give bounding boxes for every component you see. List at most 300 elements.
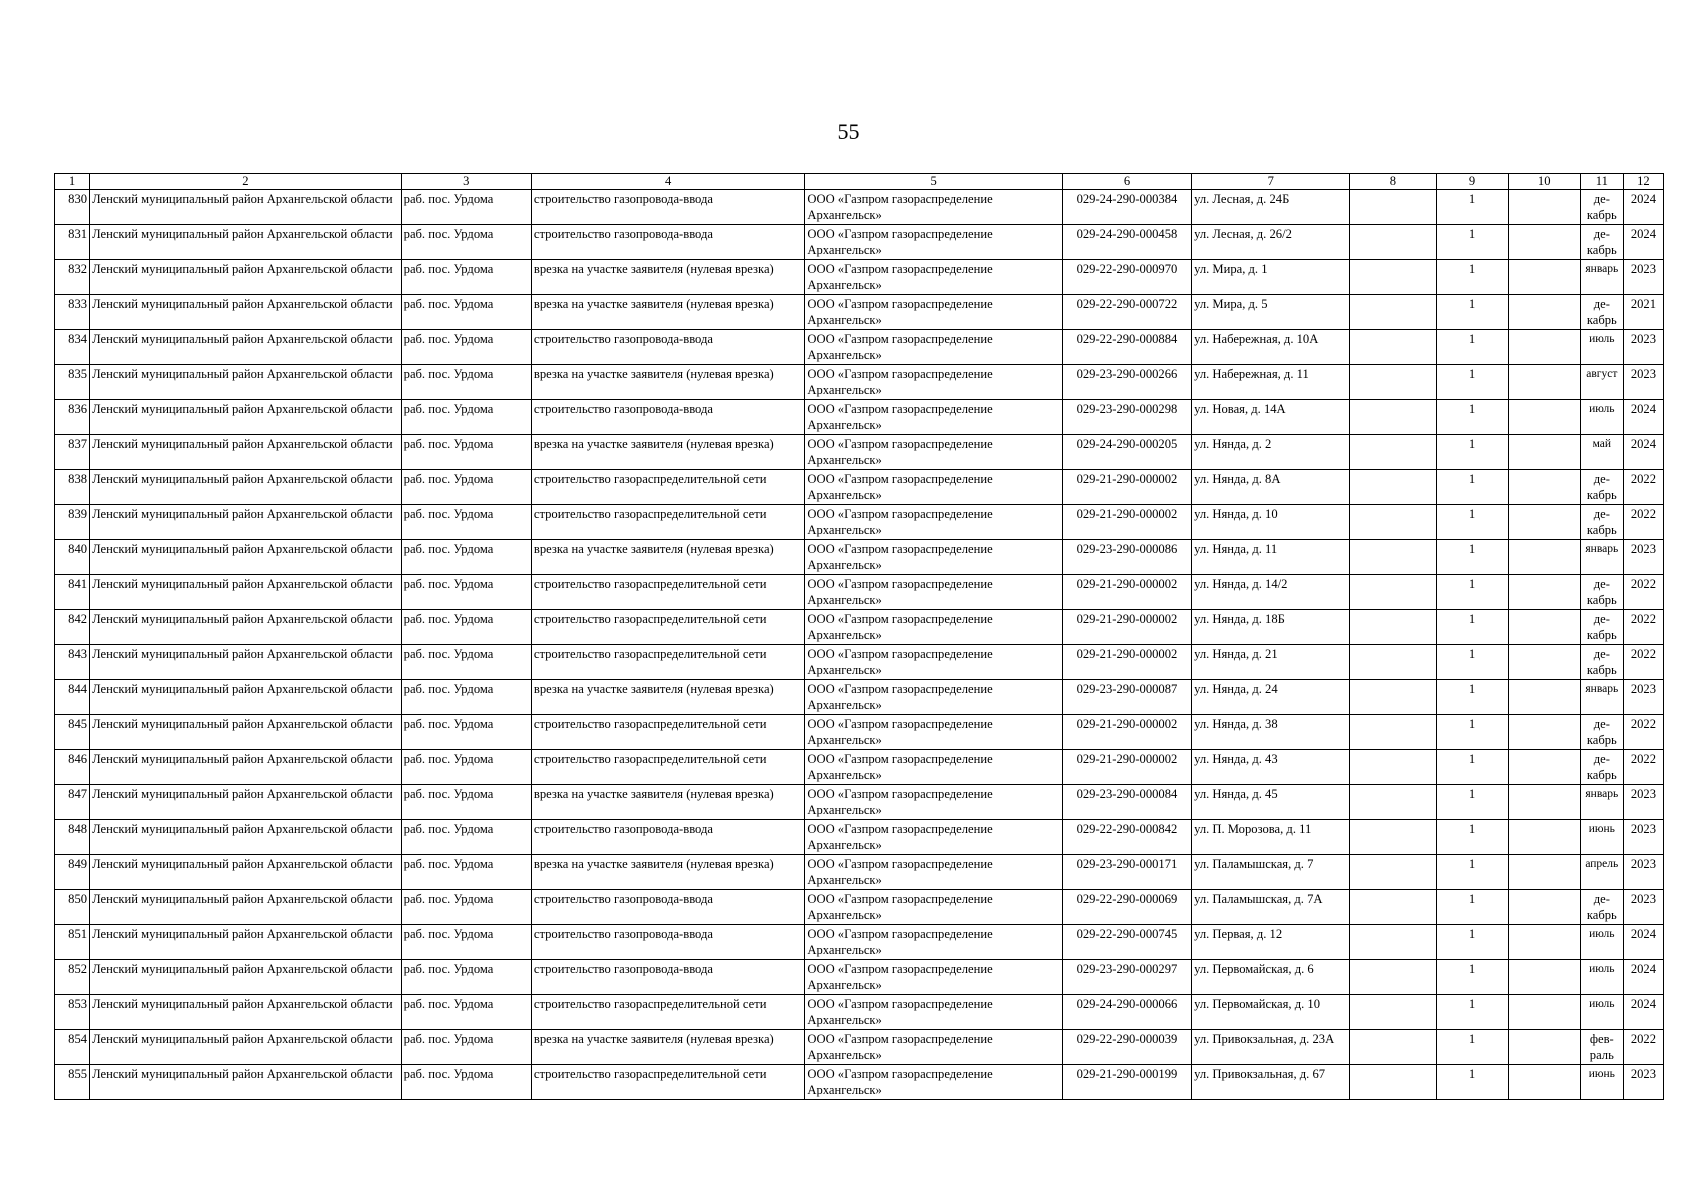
year-cell: 2024 [1623,190,1663,225]
district-cell: Ленский муниципальный район Архангельской области [90,225,402,260]
request-code-cell: 029-24-290-000384 [1062,190,1191,225]
page-number: 55 [837,119,860,144]
district-cell: Ленский муниципальный район Архангельской области [90,190,402,225]
row-number-cell: 848 [55,820,90,855]
column-10-cell [1508,995,1580,1030]
column-header-7: 7 [1192,174,1350,190]
work-type-cell: врезка на участке заявителя (нулевая врезка) [531,260,805,295]
work-type-cell: строительство газораспределительной сети [531,1065,805,1100]
work-type-cell: врезка на участке заявителя (нулевая врезка) [531,295,805,330]
organization-cell: ООО «Газпром газораспределение Архангельск» [805,225,1062,260]
column-10-cell [1508,680,1580,715]
district-cell: Ленский муниципальный район Архангельской области [90,645,402,680]
organization-cell: ООО «Газпром газораспределение Архангельск» [805,715,1062,750]
month-cell: де-кабрь [1580,890,1623,925]
address-cell: ул. Нянда, д. 11 [1192,540,1350,575]
row-number-cell: 834 [55,330,90,365]
work-type-cell: строительство газораспределительной сети [531,995,805,1030]
request-code-cell: 029-24-290-000066 [1062,995,1191,1030]
request-code-cell: 029-21-290-000002 [1062,610,1191,645]
address-cell: ул. П. Морозова, д. 11 [1192,820,1350,855]
month-cell: январь [1580,260,1623,295]
table-row [55,995,1664,1030]
column-8-cell [1350,995,1436,1030]
column-10-cell [1508,960,1580,995]
row-number-cell: 842 [55,610,90,645]
settlement-cell: раб. пос. Урдома [401,995,531,1030]
month-cell: январь [1580,540,1623,575]
address-cell: ул. Паламышская, д. 7 [1192,855,1350,890]
organization-cell: ООО «Газпром газораспределение Архангельск» [805,610,1062,645]
column-10-cell [1508,330,1580,365]
quantity-cell: 1 [1436,785,1508,820]
organization-cell: ООО «Газпром газораспределение Архангельск» [805,960,1062,995]
column-header-3: 3 [401,174,531,190]
row-number-cell: 838 [55,470,90,505]
table-row [55,785,1664,820]
year-cell: 2024 [1623,960,1663,995]
settlement-cell: раб. пос. Урдома [401,365,531,400]
address-cell: ул. Нянда, д. 18Б [1192,610,1350,645]
column-10-cell [1508,365,1580,400]
column-8-cell [1350,820,1436,855]
organization-cell: ООО «Газпром газораспределение Архангельск» [805,680,1062,715]
address-cell: ул. Мира, д. 5 [1192,295,1350,330]
year-cell: 2023 [1623,890,1663,925]
quantity-cell: 1 [1436,575,1508,610]
month-cell: июль [1580,330,1623,365]
address-cell: ул. Нянда, д. 8А [1192,470,1350,505]
quantity-cell: 1 [1436,260,1508,295]
quantity-cell: 1 [1436,680,1508,715]
month-cell: де-кабрь [1580,750,1623,785]
address-cell: ул. Набережная, д. 10А [1192,330,1350,365]
column-10-cell [1508,435,1580,470]
month-cell: де-кабрь [1580,190,1623,225]
request-code-cell: 029-22-290-000039 [1062,1030,1191,1065]
table-row [55,1030,1664,1065]
table-row [55,400,1664,435]
quantity-cell: 1 [1436,540,1508,575]
row-number-cell: 835 [55,365,90,400]
row-number-cell: 850 [55,890,90,925]
row-number-cell: 831 [55,225,90,260]
column-8-cell [1350,925,1436,960]
year-cell: 2022 [1623,750,1663,785]
quantity-cell: 1 [1436,645,1508,680]
district-cell: Ленский муниципальный район Архангельской области [90,925,402,960]
row-number-cell: 851 [55,925,90,960]
month-cell: август [1580,365,1623,400]
column-header-6: 6 [1062,174,1191,190]
work-type-cell: строительство газораспределительной сети [531,610,805,645]
year-cell: 2022 [1623,1030,1663,1065]
row-number-cell: 846 [55,750,90,785]
row-number-cell: 837 [55,435,90,470]
table-row [55,960,1664,995]
year-cell: 2024 [1623,435,1663,470]
quantity-cell: 1 [1436,855,1508,890]
column-8-cell [1350,715,1436,750]
district-cell: Ленский муниципальный район Архангельской области [90,820,402,855]
work-type-cell: строительство газораспределительной сети [531,505,805,540]
request-code-cell: 029-22-290-000722 [1062,295,1191,330]
year-cell: 2022 [1623,470,1663,505]
work-type-cell: врезка на участке заявителя (нулевая врезка) [531,365,805,400]
month-cell: апрель [1580,855,1623,890]
settlement-cell: раб. пос. Урдома [401,715,531,750]
month-cell: де-кабрь [1580,610,1623,645]
district-cell: Ленский муниципальный район Архангельской области [90,330,402,365]
settlement-cell: раб. пос. Урдома [401,855,531,890]
address-cell: ул. Привокзальная, д. 23А [1192,1030,1350,1065]
row-number-cell: 841 [55,575,90,610]
quantity-cell: 1 [1436,225,1508,260]
gasification-register-table [54,173,1664,1100]
quantity-cell: 1 [1436,435,1508,470]
work-type-cell: строительство газопровода-ввода [531,960,805,995]
quantity-cell: 1 [1436,190,1508,225]
month-cell: июль [1580,995,1623,1030]
column-8-cell [1350,750,1436,785]
organization-cell: ООО «Газпром газораспределение Архангельск» [805,400,1062,435]
quantity-cell: 1 [1436,820,1508,855]
settlement-cell: раб. пос. Урдома [401,890,531,925]
table-row [55,540,1664,575]
settlement-cell: раб. пос. Урдома [401,610,531,645]
table-row [55,330,1664,365]
month-cell: январь [1580,785,1623,820]
work-type-cell: строительство газопровода-ввода [531,330,805,365]
work-type-cell: строительство газопровода-ввода [531,925,805,960]
quantity-cell: 1 [1436,960,1508,995]
settlement-cell: раб. пос. Урдома [401,960,531,995]
column-10-cell [1508,260,1580,295]
address-cell: ул. Нянда, д. 38 [1192,715,1350,750]
settlement-cell: раб. пос. Урдома [401,190,531,225]
column-8-cell [1350,610,1436,645]
column-8-cell [1350,680,1436,715]
district-cell: Ленский муниципальный район Архангельской области [90,960,402,995]
quantity-cell: 1 [1436,750,1508,785]
column-8-cell [1350,540,1436,575]
settlement-cell: раб. пос. Урдома [401,435,531,470]
address-cell: ул. Первомайская, д. 6 [1192,960,1350,995]
district-cell: Ленский муниципальный район Архангельской области [90,435,402,470]
district-cell: Ленский муниципальный район Архангельской области [90,785,402,820]
settlement-cell: раб. пос. Урдома [401,645,531,680]
quantity-cell: 1 [1436,330,1508,365]
column-10-cell [1508,505,1580,540]
month-cell: июль [1580,960,1623,995]
request-code-cell: 029-21-290-000002 [1062,750,1191,785]
column-8-cell [1350,260,1436,295]
settlement-cell: раб. пос. Урдома [401,260,531,295]
request-code-cell: 029-22-290-000069 [1062,890,1191,925]
column-10-cell [1508,750,1580,785]
organization-cell: ООО «Газпром газораспределение Архангельск» [805,890,1062,925]
column-10-cell [1508,785,1580,820]
row-number-cell: 830 [55,190,90,225]
address-cell: ул. Нянда, д. 45 [1192,785,1350,820]
column-header-12: 12 [1623,174,1663,190]
request-code-cell: 029-24-290-000458 [1062,225,1191,260]
organization-cell: ООО «Газпром газораспределение Архангельск» [805,330,1062,365]
column-8-cell [1350,365,1436,400]
settlement-cell: раб. пос. Урдома [401,295,531,330]
organization-cell: ООО «Газпром газораспределение Архангельск» [805,365,1062,400]
organization-cell: ООО «Газпром газораспределение Архангельск» [805,435,1062,470]
organization-cell: ООО «Газпром газораспределение Архангельск» [805,750,1062,785]
request-code-cell: 029-23-290-000087 [1062,680,1191,715]
month-cell: июнь [1580,1065,1623,1100]
month-cell: де-кабрь [1580,575,1623,610]
month-cell: январь [1580,680,1623,715]
table-row [55,855,1664,890]
column-8-cell [1350,645,1436,680]
district-cell: Ленский муниципальный район Архангельской области [90,890,402,925]
work-type-cell: строительство газопровода-ввода [531,820,805,855]
column-8-cell [1350,435,1436,470]
request-code-cell: 029-24-290-000205 [1062,435,1191,470]
settlement-cell: раб. пос. Урдома [401,750,531,785]
request-code-cell: 029-22-290-000842 [1062,820,1191,855]
district-cell: Ленский муниципальный район Архангельской области [90,540,402,575]
column-10-cell [1508,715,1580,750]
year-cell: 2023 [1623,820,1663,855]
quantity-cell: 1 [1436,505,1508,540]
organization-cell: ООО «Газпром газораспределение Архангельск» [805,540,1062,575]
organization-cell: ООО «Газпром газораспределение Архангельск» [805,295,1062,330]
row-number-cell: 845 [55,715,90,750]
table-row [55,750,1664,785]
work-type-cell: строительство газораспределительной сети [531,715,805,750]
quantity-cell: 1 [1436,400,1508,435]
address-cell: ул. Паламышская, д. 7А [1192,890,1350,925]
year-cell: 2022 [1623,610,1663,645]
request-code-cell: 029-22-290-000970 [1062,260,1191,295]
work-type-cell: врезка на участке заявителя (нулевая врезка) [531,540,805,575]
year-cell: 2024 [1623,995,1663,1030]
quantity-cell: 1 [1436,715,1508,750]
table-row [55,1065,1664,1100]
address-cell: ул. Лесная, д. 26/2 [1192,225,1350,260]
address-cell: ул. Нянда, д. 14/2 [1192,575,1350,610]
quantity-cell: 1 [1436,1030,1508,1065]
column-10-cell [1508,400,1580,435]
address-cell: ул. Новая, д. 14А [1192,400,1350,435]
request-code-cell: 029-23-290-000297 [1062,960,1191,995]
request-code-cell: 029-21-290-000002 [1062,470,1191,505]
column-10-cell [1508,1065,1580,1100]
year-cell: 2023 [1623,785,1663,820]
year-cell: 2022 [1623,575,1663,610]
organization-cell: ООО «Газпром газораспределение Архангельск» [805,260,1062,295]
quantity-cell: 1 [1436,925,1508,960]
column-header-8: 8 [1350,174,1436,190]
row-number-cell: 839 [55,505,90,540]
quantity-cell: 1 [1436,1065,1508,1100]
district-cell: Ленский муниципальный район Архангельской области [90,260,402,295]
settlement-cell: раб. пос. Урдома [401,820,531,855]
row-number-cell: 854 [55,1030,90,1065]
district-cell: Ленский муниципальный район Архангельской области [90,750,402,785]
column-8-cell [1350,785,1436,820]
work-type-cell: строительство газораспределительной сети [531,575,805,610]
work-type-cell: врезка на участке заявителя (нулевая врезка) [531,435,805,470]
year-cell: 2023 [1623,855,1663,890]
month-cell: июль [1580,925,1623,960]
settlement-cell: раб. пос. Урдома [401,680,531,715]
quantity-cell: 1 [1436,995,1508,1030]
address-cell: ул. Нянда, д. 21 [1192,645,1350,680]
settlement-cell: раб. пос. Урдома [401,575,531,610]
table-row [55,820,1664,855]
work-type-cell: строительство газопровода-ввода [531,225,805,260]
settlement-cell: раб. пос. Урдома [401,1030,531,1065]
year-cell: 2024 [1623,225,1663,260]
district-cell: Ленский муниципальный район Архангельской области [90,575,402,610]
district-cell: Ленский муниципальный район Архангельской области [90,995,402,1030]
request-code-cell: 029-23-290-000086 [1062,540,1191,575]
year-cell: 2023 [1623,540,1663,575]
work-type-cell: строительство газораспределительной сети [531,645,805,680]
table-row [55,295,1664,330]
column-8-cell [1350,295,1436,330]
table-row [55,260,1664,295]
year-cell: 2022 [1623,505,1663,540]
request-code-cell: 029-22-290-000745 [1062,925,1191,960]
district-cell: Ленский муниципальный район Архангельской области [90,365,402,400]
settlement-cell: раб. пос. Урдома [401,925,531,960]
column-10-cell [1508,295,1580,330]
column-8-cell [1350,855,1436,890]
settlement-cell: раб. пос. Урдома [401,400,531,435]
row-number-cell: 840 [55,540,90,575]
year-cell: 2023 [1623,260,1663,295]
district-cell: Ленский муниципальный район Архангельской области [90,1030,402,1065]
column-8-cell [1350,890,1436,925]
address-cell: ул. Нянда, д. 24 [1192,680,1350,715]
year-cell: 2023 [1623,1065,1663,1100]
column-8-cell [1350,1065,1436,1100]
column-10-cell [1508,855,1580,890]
row-number-cell: 855 [55,1065,90,1100]
year-cell: 2024 [1623,400,1663,435]
organization-cell: ООО «Газпром газораспределение Архангельск» [805,855,1062,890]
column-8-cell [1350,330,1436,365]
organization-cell: ООО «Газпром газораспределение Архангельск» [805,470,1062,505]
column-header-4: 4 [531,174,805,190]
column-10-cell [1508,1030,1580,1065]
table-row [55,715,1664,750]
settlement-cell: раб. пос. Урдома [401,470,531,505]
table-row [55,470,1664,505]
table-row [55,435,1664,470]
month-cell: фев-раль [1580,1030,1623,1065]
request-code-cell: 029-23-290-000266 [1062,365,1191,400]
row-number-cell: 847 [55,785,90,820]
work-type-cell: врезка на участке заявителя (нулевая врезка) [531,1030,805,1065]
year-cell: 2022 [1623,715,1663,750]
quantity-cell: 1 [1436,610,1508,645]
organization-cell: ООО «Газпром газораспределение Архангельск» [805,1065,1062,1100]
table-body [55,190,1664,1100]
month-cell: де-кабрь [1580,505,1623,540]
table-row [55,890,1664,925]
quantity-cell: 1 [1436,365,1508,400]
district-cell: Ленский муниципальный район Архангельской области [90,505,402,540]
address-cell: ул. Нянда, д. 43 [1192,750,1350,785]
district-cell: Ленский муниципальный район Архангельской области [90,295,402,330]
row-number-cell: 833 [55,295,90,330]
address-cell: ул. Нянда, д. 2 [1192,435,1350,470]
district-cell: Ленский муниципальный район Архангельской области [90,610,402,645]
request-code-cell: 029-21-290-000199 [1062,1065,1191,1100]
column-8-cell [1350,225,1436,260]
row-number-cell: 849 [55,855,90,890]
address-cell: ул. Нянда, д. 10 [1192,505,1350,540]
year-cell: 2023 [1623,330,1663,365]
address-cell: ул. Привокзальная, д. 67 [1192,1065,1350,1100]
organization-cell: ООО «Газпром газораспределение Архангельск» [805,190,1062,225]
month-cell: июль [1580,400,1623,435]
organization-cell: ООО «Газпром газораспределение Архангельск» [805,925,1062,960]
column-header-5: 5 [805,174,1062,190]
district-cell: Ленский муниципальный район Архангельской области [90,855,402,890]
settlement-cell: раб. пос. Урдома [401,540,531,575]
month-cell: май [1580,435,1623,470]
organization-cell: ООО «Газпром газораспределение Архангельск» [805,575,1062,610]
settlement-cell: раб. пос. Урдома [401,505,531,540]
month-cell: де-кабрь [1580,295,1623,330]
column-10-cell [1508,645,1580,680]
work-type-cell: строительство газораспределительной сети [531,750,805,785]
district-cell: Ленский муниципальный район Архангельской области [90,400,402,435]
table-row [55,610,1664,645]
district-cell: Ленский муниципальный район Архангельской области [90,680,402,715]
column-10-cell [1508,820,1580,855]
request-code-cell: 029-23-290-000084 [1062,785,1191,820]
row-number-cell: 852 [55,960,90,995]
work-type-cell: строительство газораспределительной сети [531,470,805,505]
column-10-cell [1508,225,1580,260]
organization-cell: ООО «Газпром газораспределение Архангельск» [805,995,1062,1030]
year-cell: 2023 [1623,365,1663,400]
district-cell: Ленский муниципальный район Архангельской области [90,715,402,750]
row-number-cell: 836 [55,400,90,435]
request-code-cell: 029-21-290-000002 [1062,575,1191,610]
table-row [55,575,1664,610]
work-type-cell: строительство газопровода-ввода [531,400,805,435]
address-cell: ул. Набережная, д. 11 [1192,365,1350,400]
work-type-cell: строительство газопровода-ввода [531,190,805,225]
column-8-cell [1350,400,1436,435]
address-cell: ул. Первомайская, д. 10 [1192,995,1350,1030]
column-8-cell [1350,575,1436,610]
organization-cell: ООО «Газпром газораспределение Архангельск» [805,645,1062,680]
column-header-11: 11 [1580,174,1623,190]
quantity-cell: 1 [1436,470,1508,505]
table-row [55,190,1664,225]
quantity-cell: 1 [1436,295,1508,330]
column-10-cell [1508,890,1580,925]
request-code-cell: 029-23-290-000171 [1062,855,1191,890]
work-type-cell: врезка на участке заявителя (нулевая врезка) [531,680,805,715]
request-code-cell: 029-23-290-000298 [1062,400,1191,435]
district-cell: Ленский муниципальный район Архангельской области [90,1065,402,1100]
request-code-cell: 029-21-290-000002 [1062,645,1191,680]
